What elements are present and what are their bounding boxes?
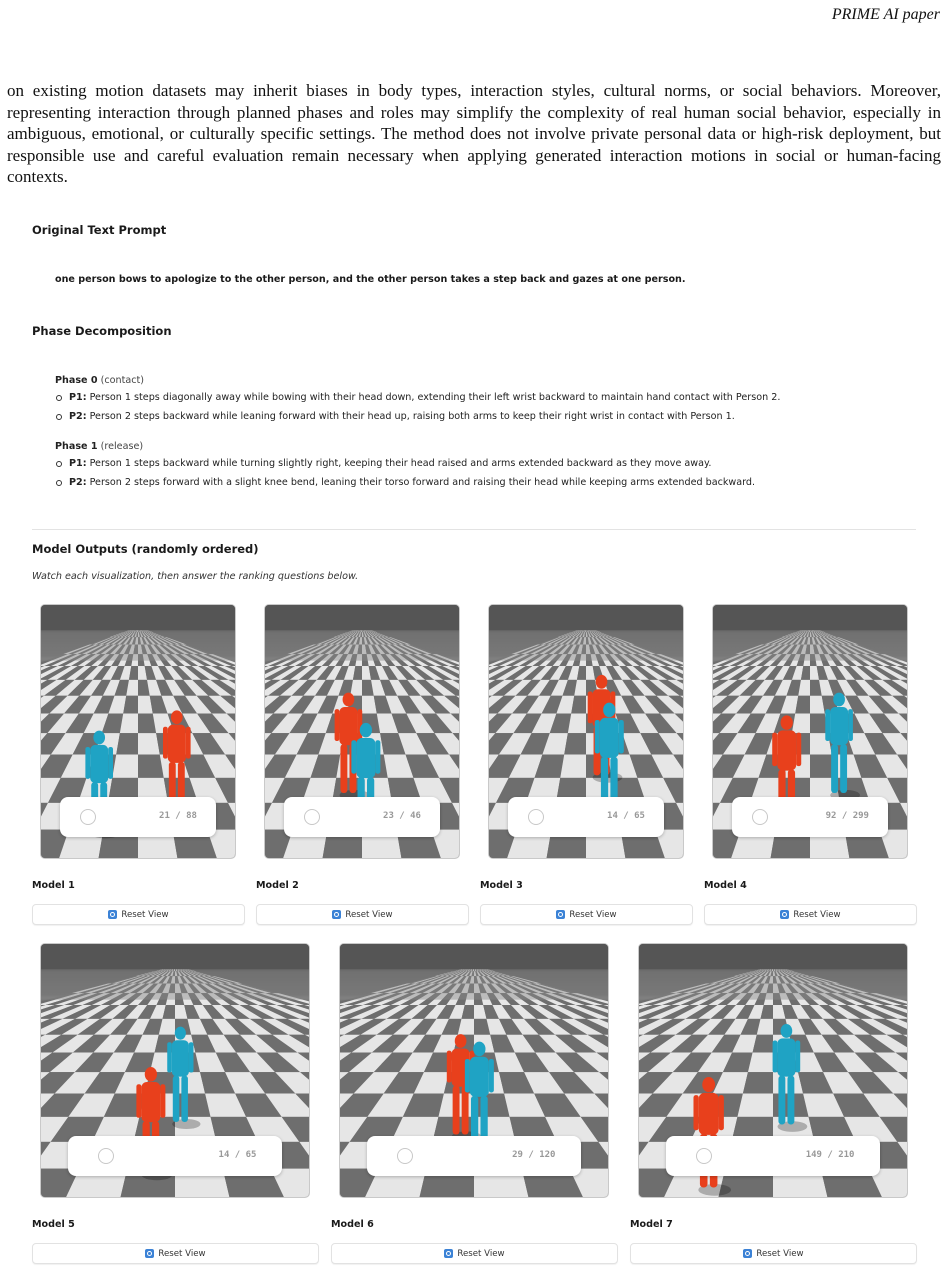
playback-scrubber[interactable] [508, 797, 663, 837]
model-viewer-4[interactable] [712, 604, 908, 859]
reset-label: Reset View [793, 909, 841, 920]
running-title: PRIME AI paper [831, 6, 940, 23]
frame-counter: 23 / 46 [383, 811, 421, 821]
model-viewer-6[interactable] [339, 943, 609, 1198]
refresh-icon [743, 1249, 752, 1258]
model-label: Model 2 [256, 880, 299, 891]
scrubber-knob[interactable] [80, 809, 96, 825]
phase-1 [55, 441, 755, 496]
playback-scrubber[interactable] [284, 797, 439, 837]
model-viewer-7[interactable] [638, 943, 908, 1198]
reset-label: Reset View [345, 909, 393, 920]
section-divider [32, 529, 916, 530]
body-paragraph: on existing motion datasets may inherit biases in body types, interaction styles, cultural norms, or social behaviors. Moreover, representing interaction through planned phases and roles may simplify the complexity of real human social behavior, especially in ambiguous, emotional, or culturally specific settings. The method does not involve private personal data or high-risk deployment, but responsible use and careful evaluation remain necessary when applying generated interaction motions in social or human-facing contexts. [7, 81, 941, 186]
model-viewer-1[interactable] [40, 604, 236, 859]
prompt-heading: Original Text Prompt [32, 223, 167, 237]
reset-label: Reset View [756, 1248, 804, 1259]
scrubber-knob[interactable] [98, 1148, 114, 1164]
phase-subtitle: (contact) [100, 375, 145, 386]
phase-item [55, 458, 755, 477]
playback-scrubber[interactable] [732, 797, 887, 837]
model-viewer-2[interactable] [264, 604, 460, 859]
refresh-icon [145, 1249, 154, 1258]
role-label: P1: [69, 458, 87, 469]
model-label: Model 1 [32, 880, 75, 891]
scrubber-knob[interactable] [304, 809, 320, 825]
model-label: Model 3 [480, 880, 523, 891]
scrubber-knob[interactable] [528, 809, 544, 825]
reset-view-button[interactable] [32, 904, 245, 925]
phase-0 [55, 375, 780, 430]
instruction-text: Watch each visualization, then answer the ranking questions below. [32, 571, 359, 582]
prompt-text: one person bows to apologize to the other person, and the other person takes a step back and gazes at one person. [55, 274, 686, 285]
role-label: P1: [69, 392, 87, 403]
reset-label: Reset View [457, 1248, 505, 1259]
model-viewer-3[interactable] [488, 604, 684, 859]
phase-heading: Phase Decomposition [32, 324, 172, 338]
refresh-icon [780, 910, 789, 919]
model-viewer-5[interactable] [40, 943, 310, 1198]
phase-item-text: Person 2 steps backward while leaning forward with their head up, raising both arms to keep their right wrist in contact with Person 1. [89, 411, 735, 422]
reset-view-button[interactable] [331, 1243, 618, 1264]
phase-title: Phase 0 [55, 375, 98, 386]
reset-view-button[interactable] [32, 1243, 319, 1264]
reset-label: Reset View [569, 909, 617, 920]
refresh-icon [444, 1249, 453, 1258]
scrubber-knob[interactable] [397, 1148, 413, 1164]
role-label: P2: [69, 411, 87, 422]
phase-item [55, 392, 780, 411]
playback-scrubber[interactable] [367, 1136, 581, 1176]
model-label: Model 7 [630, 1219, 673, 1230]
playback-scrubber[interactable] [68, 1136, 282, 1176]
frame-counter: 29 / 120 [512, 1150, 556, 1160]
outputs-heading: Model Outputs (randomly ordered) [32, 542, 259, 556]
model-label: Model 4 [704, 880, 747, 891]
reset-label: Reset View [158, 1248, 206, 1259]
frame-counter: 149 / 210 [805, 1150, 855, 1160]
phase-subtitle: (release) [100, 441, 144, 452]
frame-counter: 14 / 65 [218, 1150, 257, 1160]
phase-item [55, 477, 755, 496]
playback-scrubber[interactable] [666, 1136, 880, 1176]
phase-title: Phase 1 [55, 441, 98, 452]
scrubber-knob[interactable] [752, 809, 768, 825]
reset-view-button[interactable] [630, 1243, 917, 1264]
frame-counter: 21 / 88 [159, 811, 197, 821]
frame-counter: 14 / 65 [607, 811, 645, 821]
role-label: P2: [69, 477, 87, 488]
refresh-icon [108, 910, 117, 919]
reset-view-button[interactable] [480, 904, 693, 925]
phase-item-text: Person 2 steps forward with a slight knee bend, leaning their torso forward and raising their head while keeping arms extended backward. [89, 477, 756, 488]
phase-item-text: Person 1 steps diagonally away while bowing with their head down, extending their left wrist backward to maintain hand contact with Person 2. [89, 392, 781, 403]
phase-item [55, 411, 780, 430]
playback-scrubber[interactable] [60, 797, 215, 837]
scrubber-knob[interactable] [696, 1148, 712, 1164]
reset-view-button[interactable] [256, 904, 469, 925]
reset-view-button[interactable] [704, 904, 917, 925]
phase-item-text: Person 1 steps backward while turning slightly right, keeping their head raised and arms extended backward as they move away. [89, 458, 712, 469]
model-label: Model 5 [32, 1219, 75, 1230]
reset-label: Reset View [121, 909, 169, 920]
frame-counter: 92 / 299 [825, 811, 869, 821]
refresh-icon [556, 910, 565, 919]
model-label: Model 6 [331, 1219, 374, 1230]
refresh-icon [332, 910, 341, 919]
